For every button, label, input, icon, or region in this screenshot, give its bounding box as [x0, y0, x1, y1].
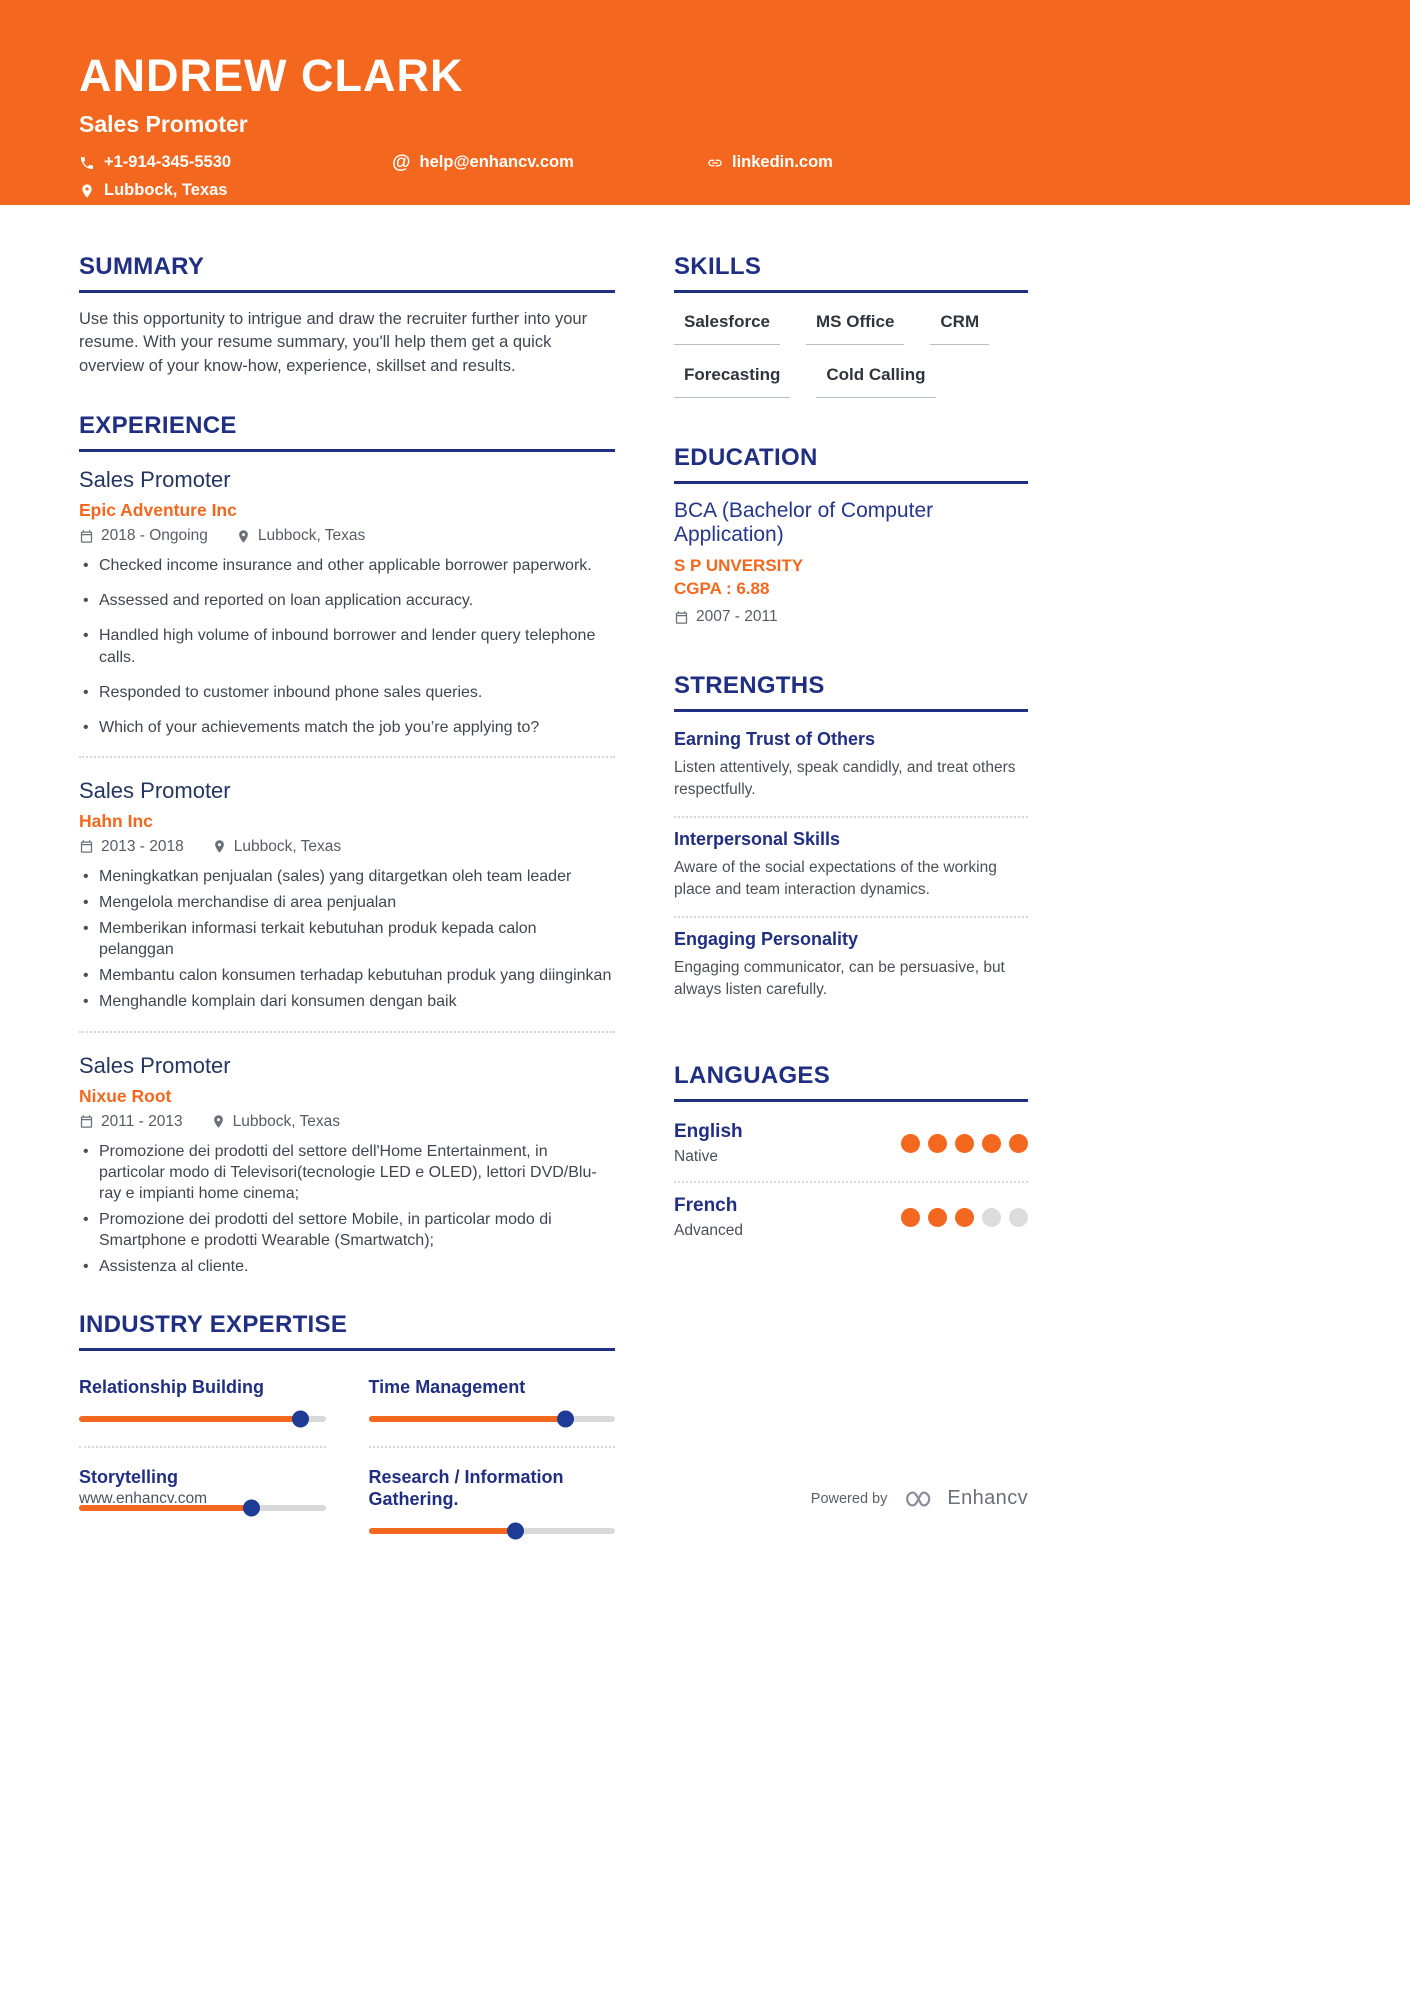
industry-expertise-heading: INDUSTRY EXPERTISE	[79, 1311, 615, 1351]
bullet: • Handled high volume of inbound borrower and lender query telephone calls.	[79, 625, 615, 667]
location-item	[79, 181, 392, 200]
school-name: S P UNVERSITY	[674, 556, 804, 575]
expertise-label: Storytelling	[79, 1466, 179, 1487]
expertise-label: Research / Information Gathering.	[368, 1466, 564, 1510]
phone-number: +1-914-345-5530	[104, 153, 232, 171]
entry-location: Lubbock, Texas	[212, 838, 341, 856]
calendar-icon	[79, 1114, 94, 1129]
strength-title: Earning Trust of Others	[674, 729, 876, 749]
bullet: • Menghandle komplain dari konsumen dengan baik	[79, 991, 615, 1012]
strength-item	[674, 816, 1028, 916]
education-section	[674, 444, 1028, 626]
slider-knob[interactable]	[292, 1410, 309, 1427]
link-icon	[707, 155, 723, 171]
enhancv-logo-icon[interactable]	[902, 1488, 938, 1510]
strengths-section	[674, 672, 1028, 1016]
slider-fill	[79, 1416, 301, 1422]
strength-item	[674, 727, 1028, 816]
location-pin-icon	[211, 1114, 226, 1129]
entry-bullets	[79, 866, 615, 1013]
dot-filled	[928, 1208, 947, 1227]
linkedin-text: linkedin.com	[732, 153, 833, 171]
entry-dates: 2013 - 2018	[79, 838, 184, 856]
expertise-item	[79, 1366, 326, 1448]
enhancv-wordmark[interactable]: Enhancv	[947, 1487, 1028, 1509]
language-info	[674, 1195, 743, 1240]
skills-section	[674, 253, 1028, 398]
expertise-slider[interactable]	[79, 1416, 326, 1422]
dot-filled	[901, 1208, 920, 1227]
strength-title: Engaging Personality	[674, 929, 859, 949]
contact-row	[79, 153, 1410, 200]
entry-meta	[79, 527, 615, 545]
language-item	[674, 1181, 1028, 1255]
email-link[interactable]	[392, 153, 707, 172]
bullet: • Assistenza al cliente.	[79, 1256, 615, 1277]
entry-bullets	[79, 1141, 615, 1278]
skills-heading: SKILLS	[674, 253, 1028, 293]
location-pin-icon	[236, 529, 251, 544]
phone-icon	[79, 155, 95, 171]
slider-fill	[369, 1416, 566, 1422]
expertise-label: Time Management	[368, 1377, 526, 1398]
resume-body	[0, 205, 1410, 1592]
education-meta	[674, 608, 1028, 626]
dot-empty	[982, 1208, 1001, 1227]
language-item	[674, 1117, 1028, 1181]
entry-location: Lubbock, Texas	[211, 1113, 340, 1131]
strength-item	[674, 916, 1028, 1016]
experience-heading: EXPERIENCE	[79, 412, 615, 452]
person-job-title: Sales Promoter	[79, 111, 248, 137]
strength-text: Engaging communicator, can be persuasive, but always listen carefully.	[674, 959, 1005, 998]
skill-tag: Salesforce	[674, 308, 780, 345]
skill-tag: Forecasting	[674, 361, 790, 398]
language-proficiency-dots	[901, 1134, 1028, 1153]
experience-entry	[79, 467, 615, 738]
calendar-icon	[79, 839, 94, 854]
language-info	[674, 1121, 743, 1166]
calendar-icon	[79, 529, 94, 544]
expertise-slider[interactable]	[369, 1528, 616, 1534]
dot-filled	[901, 1134, 920, 1153]
strength-title: Interpersonal Skills	[674, 829, 841, 849]
person-name: ANDREW CLARK	[79, 50, 464, 101]
dot-filled	[982, 1134, 1001, 1153]
entry-bullets	[79, 555, 615, 738]
slider-knob[interactable]	[557, 1410, 574, 1427]
expertise-slider[interactable]	[369, 1416, 616, 1422]
location-pin-icon	[79, 183, 95, 199]
bullet: • Promozione dei prodotti del settore Mobile, in particolar modo di Smartphone e prodotti Wearable (Smartwatch);	[79, 1209, 615, 1251]
strengths-heading: STRENGTHS	[674, 672, 1028, 712]
gpa-text: CGPA : 6.88	[674, 579, 770, 598]
page-footer	[79, 1487, 1028, 1510]
languages-section	[674, 1062, 1028, 1255]
bullet: • Mengelola merchandise di area penjualan	[79, 892, 615, 913]
entry-company: Nixue Root	[79, 1085, 172, 1106]
language-name: English	[674, 1121, 743, 1142]
bullet: • Checked income insurance and other applicable borrower paperwork.	[79, 555, 615, 576]
entry-title: Sales Promoter	[79, 467, 231, 493]
degree-title: BCA (Bachelor of Computer Application)	[674, 499, 934, 546]
website-link[interactable]: www.enhancv.com	[79, 1489, 208, 1507]
expertise-item	[369, 1366, 616, 1448]
languages-heading: LANGUAGES	[674, 1062, 1028, 1102]
slider-knob[interactable]	[507, 1522, 524, 1539]
email-address: help@enhancv.com	[419, 153, 574, 171]
dot-empty	[1009, 1208, 1028, 1227]
powered-by	[811, 1487, 1028, 1510]
entry-dates: 2018 - Ongoing	[79, 527, 208, 545]
language-name: French	[674, 1195, 738, 1216]
left-column	[79, 253, 615, 1592]
experience-section	[79, 412, 615, 1277]
entry-company: Epic Adventure Inc	[79, 500, 237, 521]
summary-text: Use this opportunity to intrigue and draw the recruiter further into your resume. With your resume summary, you'll help them get a quick overview of your know-how, experience, skillset and results.	[79, 310, 588, 375]
email-icon: @	[392, 152, 411, 173]
bullet: • Assessed and reported on loan application accuracy.	[79, 590, 615, 611]
bullet: • Memberikan informasi terkait kebutuhan produk kepada calon pelanggan	[79, 918, 615, 960]
experience-entry	[79, 1031, 615, 1278]
skill-tag: CRM	[930, 308, 989, 345]
entry-title: Sales Promoter	[79, 1052, 231, 1078]
entry-title: Sales Promoter	[79, 777, 231, 803]
entry-meta	[79, 1113, 615, 1131]
calendar-icon	[674, 610, 689, 625]
location-pin-icon	[212, 839, 227, 854]
expertise-label: Relationship Building	[79, 1377, 264, 1398]
education-heading: EDUCATION	[674, 444, 1028, 484]
industry-expertise-section	[79, 1311, 615, 1558]
language-level: Native	[674, 1148, 718, 1165]
language-level: Advanced	[674, 1222, 743, 1239]
experience-entry	[79, 756, 615, 1013]
slider-fill	[369, 1528, 517, 1534]
summary-heading: SUMMARY	[79, 253, 615, 293]
phone-link[interactable]	[79, 153, 392, 172]
bullet: • Membantu calon konsumen terhadap kebutuhan produk yang diinginkan	[79, 965, 615, 986]
education-dates: 2007 - 2011	[674, 608, 778, 626]
bullet: • Meningkatkan penjualan (sales) yang ditargetkan oleh team leader	[79, 866, 615, 887]
bullet: • Promozione dei prodotti del settore dell'Home Entertainment, in particolar modo di Televisori(tecnologie LED e OLED), lettori DVD/Blu-ray e impianti home cinema;	[79, 1141, 615, 1204]
skill-tag: MS Office	[806, 308, 904, 345]
entry-location: Lubbock, Texas	[236, 527, 365, 545]
strength-text: Listen attentively, speak candidly, and treat others respectfully.	[674, 759, 1016, 798]
right-column	[674, 253, 1028, 1592]
linkedin-link[interactable]	[707, 153, 1410, 172]
entry-dates: 2011 - 2013	[79, 1113, 183, 1131]
language-proficiency-dots	[901, 1208, 1028, 1227]
skill-tags	[674, 308, 1028, 398]
powered-by-label: Powered by	[810, 1490, 888, 1507]
bullet: • Responded to customer inbound phone sales queries.	[79, 682, 615, 703]
entry-meta	[79, 838, 615, 856]
summary-section	[79, 253, 615, 378]
dot-filled	[955, 1134, 974, 1153]
resume-header	[0, 0, 1410, 205]
expertise-grid	[79, 1366, 615, 1558]
entry-company: Hahn Inc	[79, 810, 153, 831]
skill-tag: Cold Calling	[816, 361, 935, 398]
location-text: Lubbock, Texas	[104, 181, 228, 199]
strength-text: Aware of the social expectations of the working place and team interaction dynamics.	[674, 859, 997, 898]
dot-filled	[1009, 1134, 1028, 1153]
dot-filled	[955, 1208, 974, 1227]
dot-filled	[928, 1134, 947, 1153]
bullet: • Which of your achievements match the job you’re applying to?	[79, 717, 615, 738]
